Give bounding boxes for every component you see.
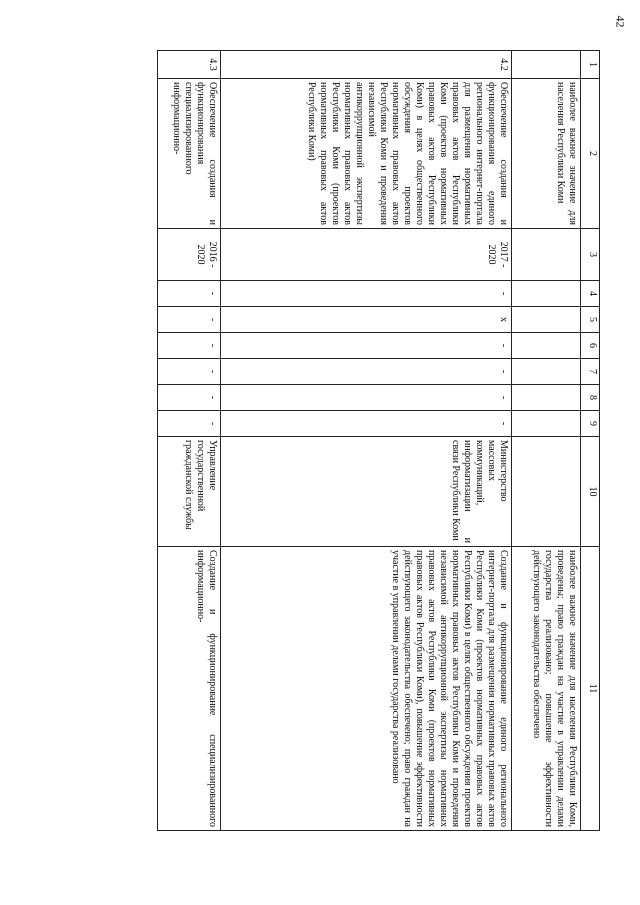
- header-cell: 4: [581, 281, 600, 307]
- cell-4: -: [221, 281, 512, 307]
- measure-name: Обеспечение создания и функционирования единого регионального интернет-портала для размещения нормативных правовых актов Республики Коми (проектов нормативных правовых актов Республики Коми) в целях общественного обсуждения проектов нормативных правовых актов Республики Коми и проведения независимой антикоррупционной экспертизы нормативных правовых актов Республики Коми (проектов нормативных правовых актов Республики Коми): [221, 79, 512, 229]
- cell-4: -: [158, 281, 221, 307]
- cell-7: -: [221, 359, 512, 385]
- cell-4: [512, 281, 581, 307]
- expected-result: наиболее важное значение для населения Республики Коми, проведены; право граждан на участие в управлении делами государства реализовано; повышение эффективности действующего законодательства обеспечено: [512, 547, 581, 831]
- header-cell: 7: [581, 359, 600, 385]
- cell-8: -: [221, 385, 512, 411]
- header-cell: 3: [581, 229, 600, 281]
- table-row: [512, 51, 581, 831]
- responsible: [512, 437, 581, 547]
- cell-7: [512, 359, 581, 385]
- cell-9: [512, 411, 581, 437]
- cell-8: [512, 385, 581, 411]
- cell-8: -: [158, 385, 221, 411]
- cell-5: [512, 307, 581, 333]
- cell-6: -: [158, 333, 221, 359]
- cell-5: -: [158, 307, 221, 333]
- period: 2016 - 2020: [158, 229, 221, 281]
- header-cell: 5: [581, 307, 600, 333]
- row-number: 4.2: [221, 51, 512, 79]
- responsible: Министерство массовых коммуникаций, информатизации и связи Республики Коми: [221, 437, 512, 547]
- cell-9: -: [158, 411, 221, 437]
- header-cell: 11: [581, 547, 600, 831]
- header-cell: 1: [581, 51, 600, 79]
- header-cell: 6: [581, 333, 600, 359]
- header-cell: 2: [581, 79, 600, 229]
- row-number: 4.3: [158, 51, 221, 79]
- table-row: [221, 51, 512, 831]
- cell-6: -: [221, 333, 512, 359]
- period: 2017 - 2020: [221, 229, 512, 281]
- page-number: 42: [613, 15, 628, 28]
- header-cell: 8: [581, 385, 600, 411]
- cell-5: х: [221, 307, 512, 333]
- header-cell: 10: [581, 437, 600, 547]
- cell-9: -: [221, 411, 512, 437]
- measure-name: наиболее важное значение для населения Республики Коми: [512, 79, 581, 229]
- header-cell: 9: [581, 411, 600, 437]
- measure-name: Обеспечение создания и функционирования специализированного информационно-: [158, 79, 221, 229]
- cell-7: -: [158, 359, 221, 385]
- table-row: [158, 51, 221, 831]
- rotated-table-sheet: [40, 50, 600, 830]
- period: [512, 229, 581, 281]
- responsible: Управление государственной гражданской службы: [158, 437, 221, 547]
- expected-result: Создание и функционирование специализированного информационно-: [158, 547, 221, 831]
- row-number: [512, 51, 581, 79]
- measures-table: [157, 50, 600, 831]
- expected-result: Создание и функционирование единого регионального интернет-портала для размещения нормативных правовых актов Республики Коми (проектов нормативных правовых актов Республики Коми) в целях общественного обсуждения проектов нормативных правовых актов Республики Коми и проведения независимой антикоррупционной экспертизы нормативных правовых актов Республики Коми (проектов нормативных правовых актов Республики Коми), повышение эффективности действующего законодательства обеспечено; право граждан на участие в управлении делами государства реализовано: [221, 547, 512, 831]
- header-row: [581, 51, 600, 831]
- cell-6: [512, 333, 581, 359]
